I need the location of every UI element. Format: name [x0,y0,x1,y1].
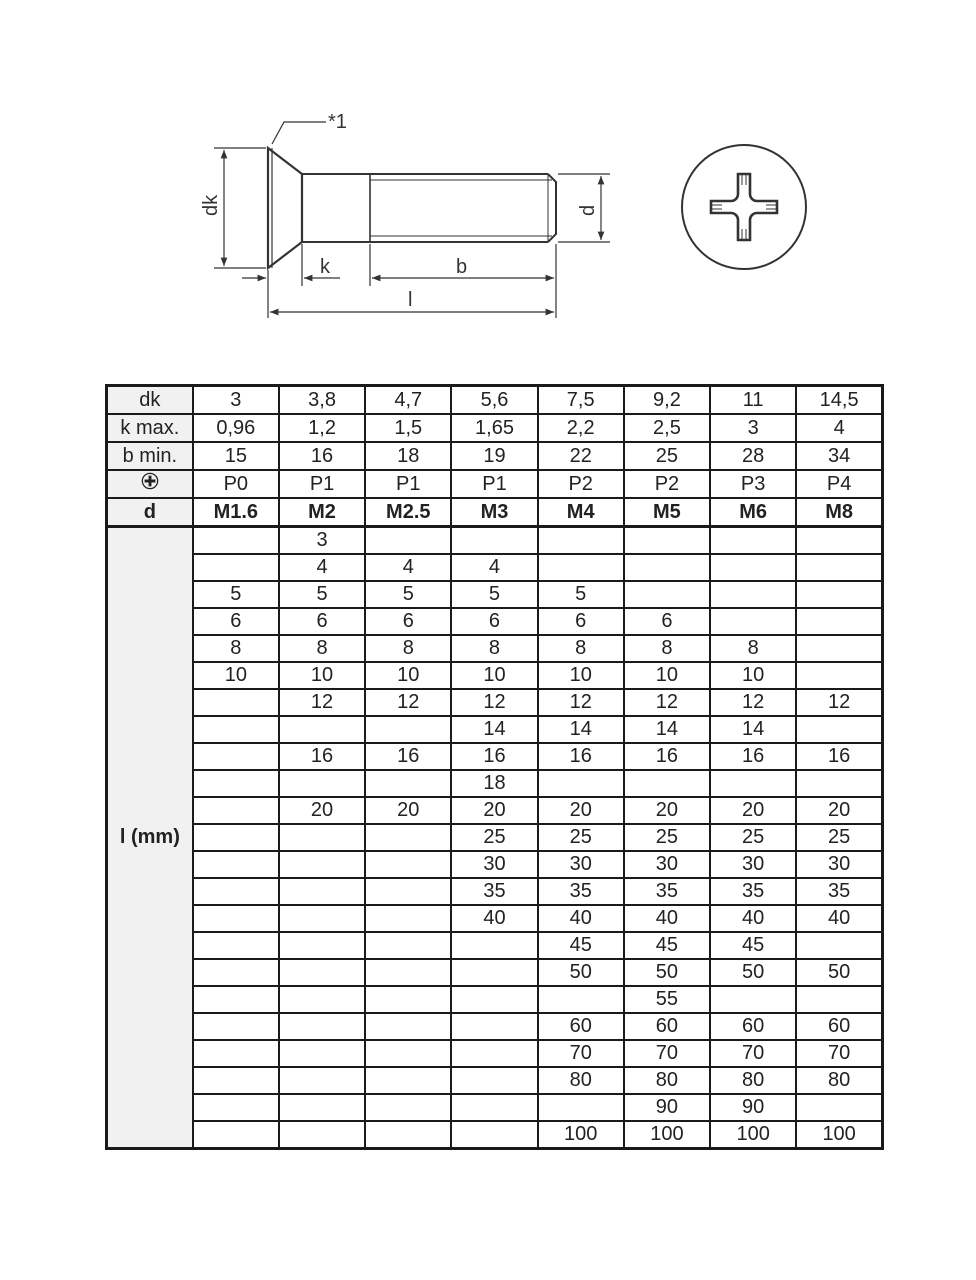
length-cell: 40 [624,905,710,932]
length-cell [796,770,882,797]
length-cell [279,878,365,905]
length-cell: 16 [279,743,365,770]
spec-cell: P1 [451,470,537,498]
length-cell [624,554,710,581]
length-row [107,770,883,797]
length-cell [538,1094,624,1121]
length-cell: 80 [624,1067,710,1094]
length-cell: 8 [365,635,451,662]
length-cell: 90 [624,1094,710,1121]
length-cell: 35 [796,878,882,905]
length-cell: 60 [796,1013,882,1040]
length-cell: 12 [279,689,365,716]
length-cell: 55 [624,986,710,1013]
length-row [107,554,883,581]
spec-cell: P1 [365,470,451,498]
length-row [107,824,883,851]
length-cell: 10 [365,662,451,689]
length-cell [451,959,537,986]
length-cell: 16 [710,743,796,770]
length-cell [796,554,882,581]
length-cell: 40 [710,905,796,932]
spec-cell: P3 [710,470,796,498]
d-header: d [107,498,193,527]
length-row [107,905,883,932]
length-cell: 12 [538,689,624,716]
length-cell [279,1121,365,1149]
thread-size-cell: M2.5 [365,498,451,527]
thread-size-cell: M8 [796,498,882,527]
length-cell: 70 [624,1040,710,1067]
length-cell: 18 [451,770,537,797]
thread-size-cell: M5 [624,498,710,527]
length-cell [624,527,710,555]
screw-side-view [268,148,556,268]
length-cell: 20 [538,797,624,824]
spec-cell: 5,6 [451,386,537,415]
length-cell: 16 [538,743,624,770]
length-cell: 20 [365,797,451,824]
length-row [107,1067,883,1094]
length-cell: 90 [710,1094,796,1121]
length-cell: 16 [451,743,537,770]
length-row [107,743,883,770]
length-cell [279,1094,365,1121]
spec-row [107,386,883,415]
length-cell: 5 [279,581,365,608]
length-cell [279,1040,365,1067]
thread-size-cell: M3 [451,498,537,527]
length-cell: 5 [538,581,624,608]
length-cell: 14 [624,716,710,743]
length-cell: 8 [710,635,796,662]
length-cell [279,1013,365,1040]
length-cell [279,905,365,932]
length-cell: 3 [279,527,365,555]
length-cell: 50 [710,959,796,986]
length-cell: 40 [451,905,537,932]
spec-cell: 9,2 [624,386,710,415]
length-cell [451,1040,537,1067]
length-cell: 16 [365,743,451,770]
length-cell [365,1040,451,1067]
length-cell [279,770,365,797]
length-cell: 10 [624,662,710,689]
length-cell: 4 [365,554,451,581]
spec-cell: P4 [796,470,882,498]
l-label: l [408,289,413,311]
length-cell: 20 [796,797,882,824]
length-cell [451,1013,537,1040]
thread-size-cell: M4 [538,498,624,527]
spec-cell: 15 [193,442,279,470]
length-cell: 6 [624,608,710,635]
length-cell: 35 [451,878,537,905]
length-cell: 5 [365,581,451,608]
length-cell: 6 [279,608,365,635]
length-cell [193,554,279,581]
length-cell [796,932,882,959]
length-cell: 10 [710,662,796,689]
spec-cell: 25 [624,442,710,470]
length-cell [193,878,279,905]
spec-cell: 16 [279,442,365,470]
length-cell: 25 [624,824,710,851]
length-cell [193,527,279,555]
length-row [107,1013,883,1040]
length-cell: 20 [279,797,365,824]
length-cell: 14 [451,716,537,743]
d-label: d [577,204,599,216]
length-cell: 35 [538,878,624,905]
length-cell: 20 [624,797,710,824]
length-cell: 60 [538,1013,624,1040]
length-cell [796,527,882,555]
length-cell [193,1067,279,1094]
length-row [107,851,883,878]
length-cell: 50 [538,959,624,986]
length-cell: 80 [796,1067,882,1094]
length-cell: 8 [193,635,279,662]
length-cell [451,1094,537,1121]
phillips-drive-icon [141,472,159,496]
row-header: dk [107,386,193,415]
spec-cell: 22 [538,442,624,470]
length-cell [710,770,796,797]
thread-size-cell: M1.6 [193,498,279,527]
row-header: k max. [107,414,193,442]
thread-size-row [107,498,883,527]
length-cell [796,716,882,743]
k-label: k [320,256,330,278]
length-cell: 12 [710,689,796,716]
spec-row [107,442,883,470]
length-cell [365,959,451,986]
length-cell: 30 [624,851,710,878]
length-cell [796,1094,882,1121]
length-cell [710,554,796,581]
length-cell: 100 [796,1121,882,1149]
length-cell [279,1067,365,1094]
length-cell [193,1040,279,1067]
length-cell [193,824,279,851]
spec-cell: 3 [710,414,796,442]
length-cell [193,743,279,770]
length-cell [365,851,451,878]
length-cell [796,635,882,662]
screw-technical-drawing [0,0,976,340]
length-cell: 8 [624,635,710,662]
length-cell [193,797,279,824]
thread-size-cell: M6 [710,498,796,527]
length-cell [451,986,537,1013]
spec-row [107,414,883,442]
length-cell: 6 [193,608,279,635]
thread-size-cell: M2 [279,498,365,527]
length-cell: 10 [279,662,365,689]
length-cell [365,878,451,905]
spec-cell: 3,8 [279,386,365,415]
row-header [107,470,193,498]
length-cell: 40 [796,905,882,932]
screw-dimension-table [105,384,884,1150]
length-cell: 100 [710,1121,796,1149]
length-cell: 25 [451,824,537,851]
length-cell: 80 [538,1067,624,1094]
length-cell [279,959,365,986]
length-cell [365,1013,451,1040]
length-cell: 35 [710,878,796,905]
length-cell [365,986,451,1013]
length-cell [279,986,365,1013]
length-cell [365,932,451,959]
length-row [107,959,883,986]
length-cell [624,770,710,797]
length-cell [365,1121,451,1149]
length-cell [796,608,882,635]
spec-cell: P0 [193,470,279,498]
length-cell: 14 [538,716,624,743]
length-row [107,878,883,905]
length-header: l (mm) [107,527,193,1149]
length-cell: 70 [538,1040,624,1067]
length-cell [193,905,279,932]
length-row [107,797,883,824]
length-row [107,1040,883,1067]
length-row [107,662,883,689]
spec-cell: 28 [710,442,796,470]
spec-cell: 34 [796,442,882,470]
phillips-recess-icon [682,145,806,269]
length-cell: 8 [538,635,624,662]
spec-cell: P1 [279,470,365,498]
length-cell [365,1067,451,1094]
length-cell [538,527,624,555]
length-cell: 16 [624,743,710,770]
length-row [107,608,883,635]
length-cell: 45 [624,932,710,959]
length-cell: 12 [451,689,537,716]
length-row [107,581,883,608]
length-cell: 12 [796,689,882,716]
length-cell: 50 [624,959,710,986]
length-cell [279,716,365,743]
spec-row [107,470,883,498]
spec-cell: 1,5 [365,414,451,442]
length-cell [710,527,796,555]
dk-label: dk [200,194,222,216]
b-label: b [456,256,468,278]
length-cell [365,1094,451,1121]
length-cell [193,1094,279,1121]
length-cell: 10 [451,662,537,689]
spec-cell: P2 [624,470,710,498]
length-cell [538,554,624,581]
length-cell [193,851,279,878]
length-row [107,1121,883,1149]
spec-cell: 1,2 [279,414,365,442]
length-cell [538,770,624,797]
spec-cell: 7,5 [538,386,624,415]
length-cell: 6 [451,608,537,635]
note-label: *1 [328,111,347,133]
spec-cell: 11 [710,386,796,415]
length-row [107,932,883,959]
length-cell [193,932,279,959]
length-cell: 14 [710,716,796,743]
length-cell [710,608,796,635]
length-cell: 5 [451,581,537,608]
length-cell [279,932,365,959]
length-cell: 30 [796,851,882,878]
row-header: b min. [107,442,193,470]
length-cell: 45 [710,932,796,959]
length-cell: 4 [279,554,365,581]
length-row [107,689,883,716]
length-cell [193,689,279,716]
length-row [107,716,883,743]
length-cell: 80 [710,1067,796,1094]
length-cell: 5 [193,581,279,608]
length-cell: 30 [538,851,624,878]
length-cell: 70 [796,1040,882,1067]
length-cell [451,1121,537,1149]
length-cell: 8 [279,635,365,662]
length-cell: 25 [710,824,796,851]
length-cell: 10 [538,662,624,689]
length-cell [193,716,279,743]
length-cell [279,851,365,878]
length-cell [365,770,451,797]
length-cell [365,824,451,851]
length-cell: 35 [624,878,710,905]
length-cell [451,932,537,959]
spec-cell: 4,7 [365,386,451,415]
length-cell: 6 [365,608,451,635]
spec-cell: 14,5 [796,386,882,415]
spec-cell: 18 [365,442,451,470]
length-cell [193,986,279,1013]
length-cell [624,581,710,608]
length-cell: 6 [538,608,624,635]
length-cell [538,986,624,1013]
length-cell [796,986,882,1013]
spec-cell: 0,96 [193,414,279,442]
length-cell [193,770,279,797]
length-row [107,527,883,555]
length-cell: 16 [796,743,882,770]
spec-cell: 2,5 [624,414,710,442]
spec-cell: 3 [193,386,279,415]
length-cell [710,581,796,608]
length-cell: 45 [538,932,624,959]
length-row [107,986,883,1013]
spec-cell: 2,2 [538,414,624,442]
length-cell: 100 [538,1121,624,1149]
length-cell [796,662,882,689]
length-cell: 70 [710,1040,796,1067]
length-cell [796,581,882,608]
length-cell [193,1121,279,1149]
length-cell: 100 [624,1121,710,1149]
length-cell: 8 [451,635,537,662]
length-cell [279,824,365,851]
length-cell: 30 [451,851,537,878]
length-row [107,635,883,662]
length-cell [193,959,279,986]
length-cell: 10 [193,662,279,689]
length-cell: 12 [365,689,451,716]
spec-cell: 19 [451,442,537,470]
length-cell: 60 [710,1013,796,1040]
length-cell: 20 [451,797,537,824]
spec-cell: 4 [796,414,882,442]
length-cell: 30 [710,851,796,878]
length-row [107,1094,883,1121]
length-cell: 40 [538,905,624,932]
length-cell: 20 [710,797,796,824]
spec-cell: P2 [538,470,624,498]
length-cell [365,527,451,555]
length-cell [451,1067,537,1094]
length-cell [365,716,451,743]
length-cell: 12 [624,689,710,716]
length-cell: 25 [796,824,882,851]
length-cell: 25 [538,824,624,851]
length-cell: 4 [451,554,537,581]
length-cell [451,527,537,555]
length-cell: 50 [796,959,882,986]
length-cell: 60 [624,1013,710,1040]
length-cell [365,905,451,932]
length-cell [193,1013,279,1040]
length-cell [710,986,796,1013]
spec-cell: 1,65 [451,414,537,442]
